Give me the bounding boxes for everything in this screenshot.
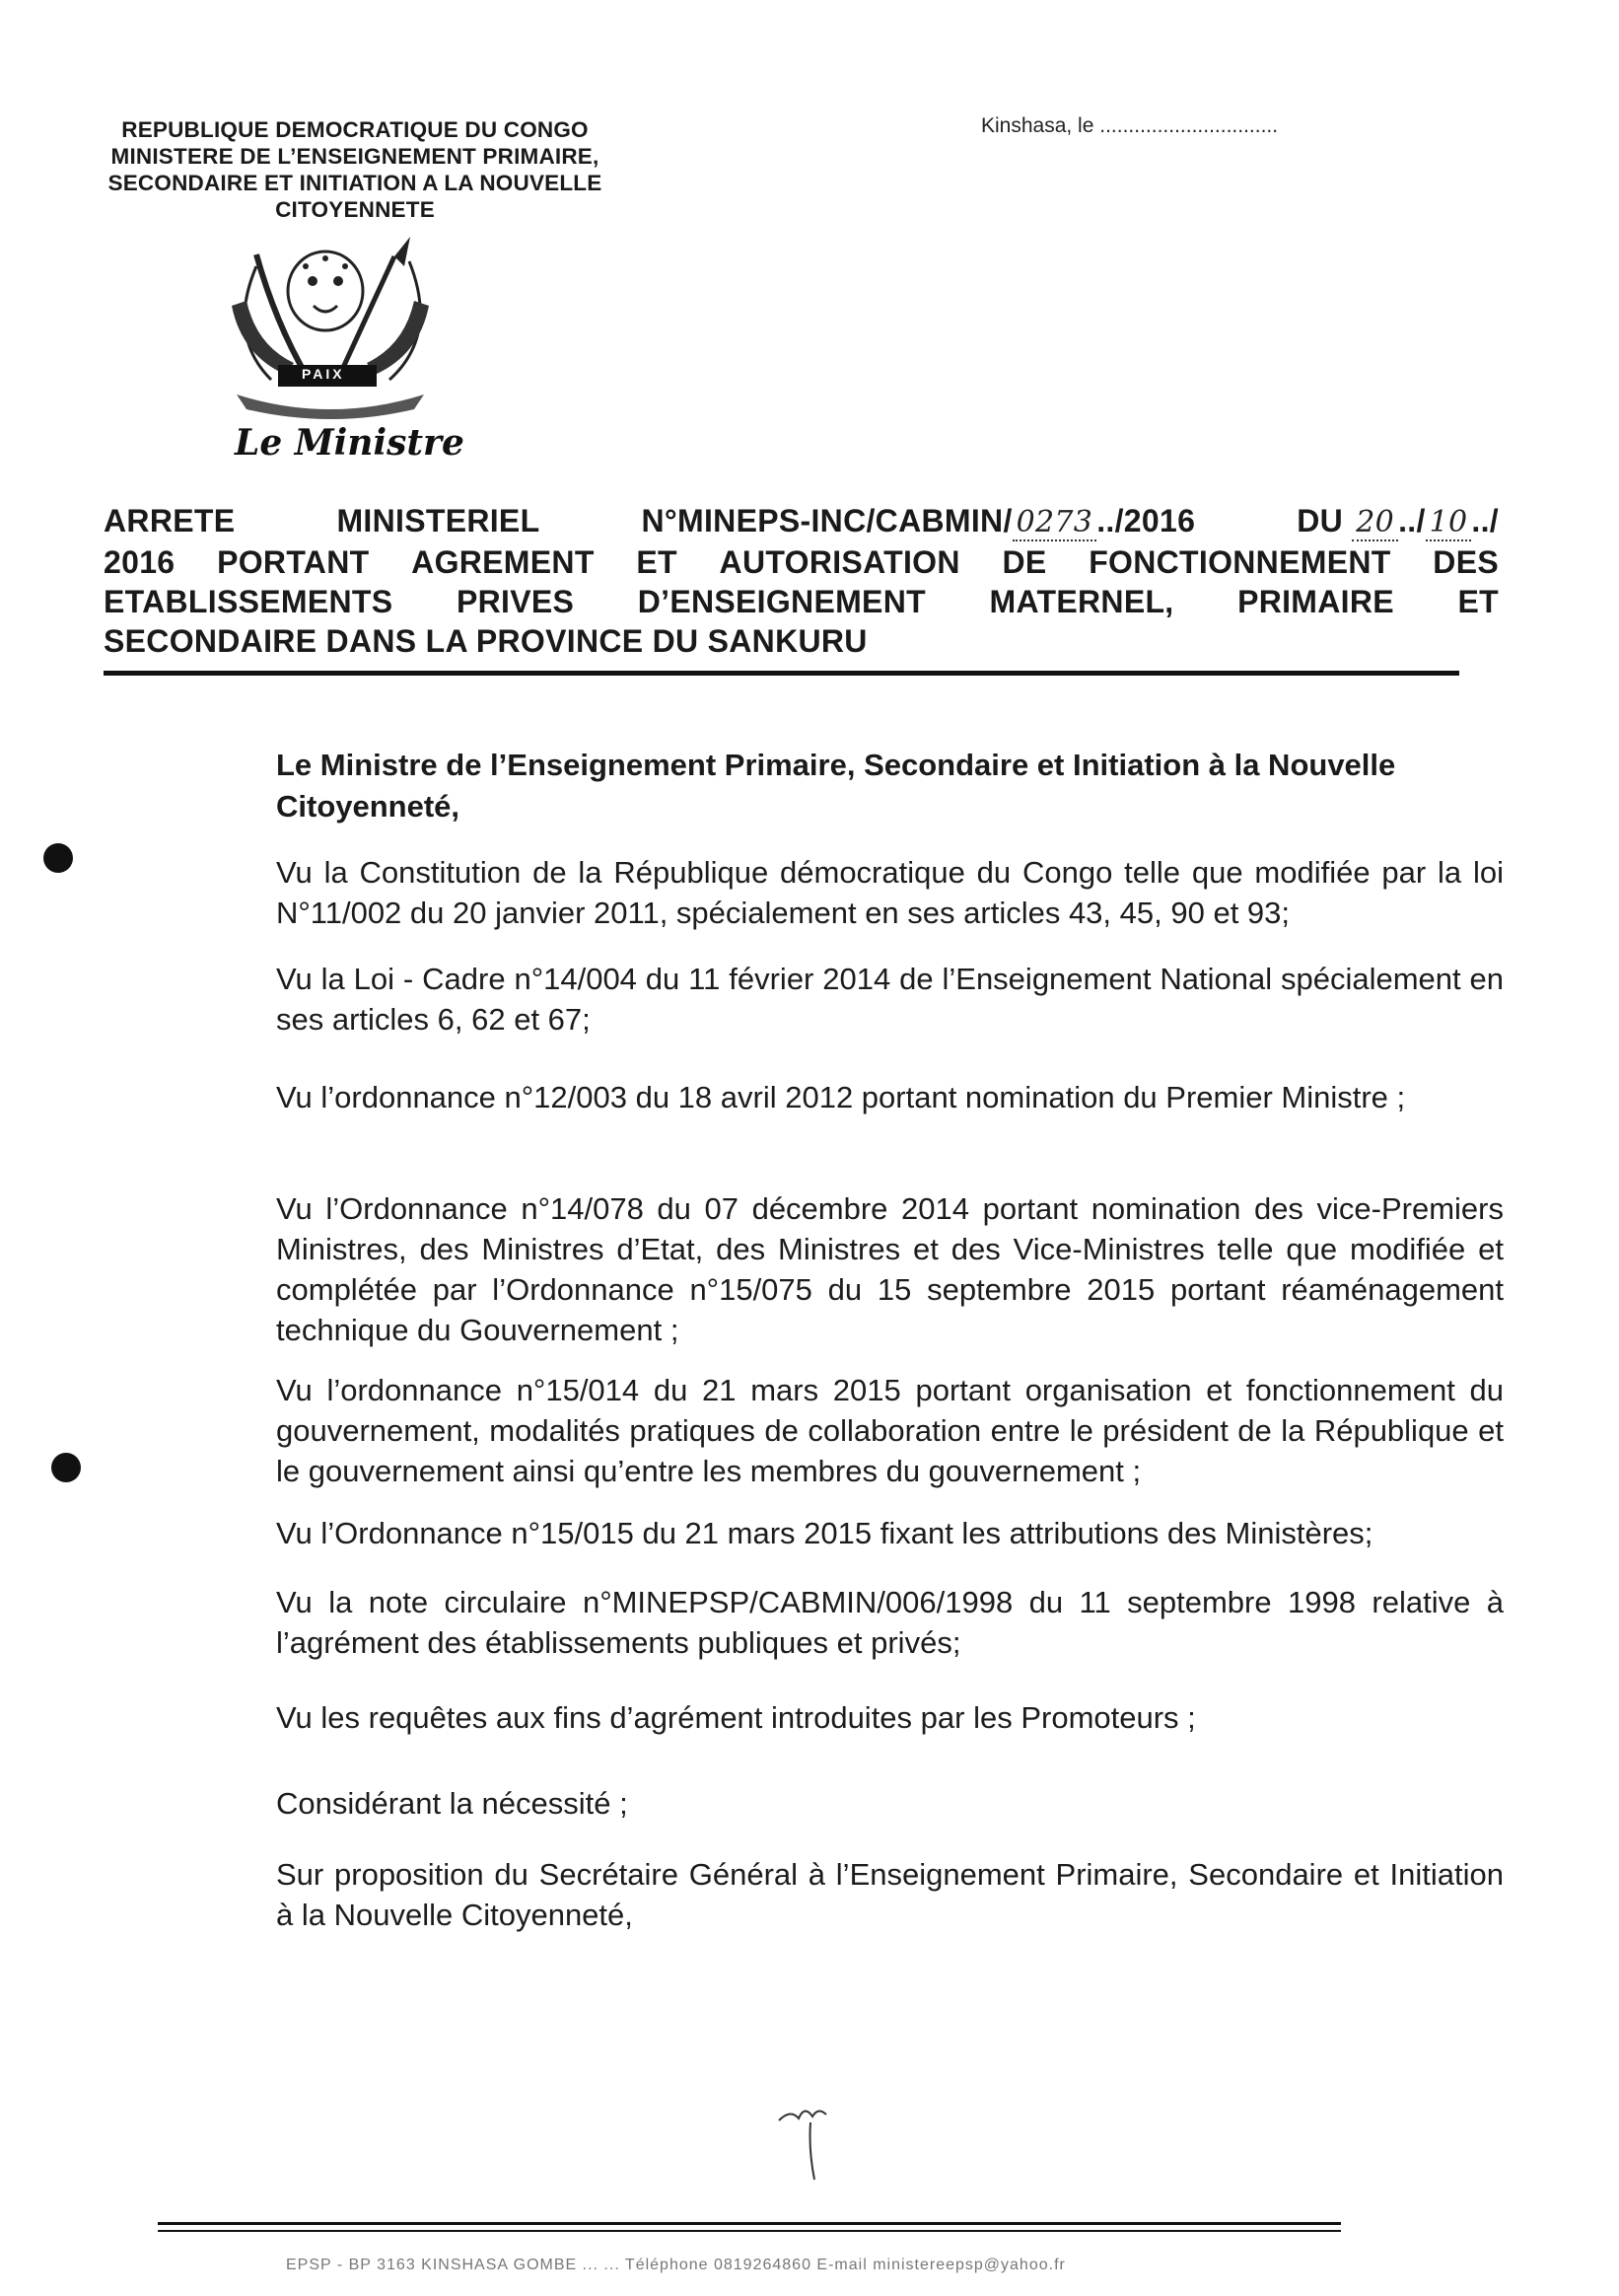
footer-address: EPSP - BP 3163 KINSHASA GOMBE ... ... Téléphone 0819264860 E-mail ministereepsp@yahoo.fr (286, 2257, 1066, 2273)
decree-word: ETABLISSEMENTS (104, 584, 393, 619)
paragraph-considerant: Considérant la nécessité ; (276, 1786, 628, 1821)
seal-motto: PAIX (302, 366, 345, 382)
letterhead-line-2: MINISTERE DE L’ENSEIGNEMENT PRIMAIRE, (110, 144, 599, 169)
paragraph-note-circulaire: Vu la note circulaire n°MINEPSP/CABMIN/006/1998 du 11 septembre 1998 relative à l’agrément des établissements publiques et privés; (276, 1585, 1504, 1660)
decree-title-line-3 (104, 582, 1499, 621)
paragraph-constitution: Vu la Constitution de la République démocratique du Congo telle que modifiée par la loi N°11/002 du 20 janvier 2011, spécialement en ses articles 43, 45, 90 et 93; (276, 855, 1504, 930)
decree-word: DE (1002, 544, 1047, 580)
decree-word: AUTORISATION (719, 544, 960, 580)
coat-of-arms-emblem (217, 237, 444, 424)
punch-hole-mark (51, 1453, 81, 1482)
paragraph-ordonnance-14-078: Vu l’Ordonnance n°14/078 du 07 décembre 2014 portant nomination des vice-Premiers Ministres, des Ministres d’Etat, des Ministres et des Vice-Ministres telle que modifiée et complétée par l’Ordonnance n°15/075 du 15 septembre 2015 portant réaménagement technique du Gouvernement ; (276, 1191, 1504, 1347)
decree-reference: N°MINEPS-INC/CABMIN/ 0273 ../2016 (641, 503, 1196, 539)
footer-rule (158, 2230, 1341, 2232)
decree-word: AGREMENT (411, 544, 595, 580)
decree-word: PRIVES (456, 584, 575, 619)
handwritten-day: 20 (1352, 505, 1398, 541)
decree-word: ARRETE (104, 503, 236, 538)
decree-word: DES (1433, 544, 1499, 580)
letterhead-line-4: CITOYENNETE (275, 197, 435, 222)
decree-word: ET (1457, 584, 1499, 619)
footer-rule (158, 2222, 1341, 2225)
decree-title-line-4: SECONDAIRE DANS LA PROVINCE DU SANKURU (104, 623, 868, 659)
paragraph-ordonnance-15-015: Vu l’Ordonnance n°15/015 du 21 mars 2015 fixant les attributions des Ministères; (276, 1516, 1373, 1550)
decree-word: FONCTIONNEMENT (1089, 544, 1391, 580)
title-underline (104, 671, 1459, 676)
letterhead-line-3: SECONDAIRE ET INITIATION A LA NOUVELLE (107, 171, 602, 195)
paragraph-ordonnance-12-003: Vu l’ordonnance n°12/003 du 18 avril 2012 portant nomination du Premier Ministre ; (276, 1080, 1406, 1114)
date-line: Kinshasa, le ............................... (981, 114, 1279, 137)
seal-caption: Le Ministre (235, 422, 464, 464)
paragraph-loi-cadre: Vu la Loi - Cadre n°14/004 du 11 février 2014 de l’Enseignement National spécialement en ses articles 6, 62 et 67; (276, 962, 1504, 1037)
paragraph-ordonnance-15-014: Vu l’ordonnance n°15/014 du 21 mars 2015 portant organisation et fonctionnement du gouvernement, modalités pratiques de collaboration entre le président de la République et le gouvernement ainsi qu’entre les membres du gouvernement ; (276, 1373, 1504, 1488)
decree-word: MINISTERIEL (336, 503, 540, 538)
decree-word: D’ENSEIGNEMENT (637, 584, 926, 619)
decree-date: DU 20 ../ 10 ../ (1297, 503, 1499, 539)
letterhead (59, 116, 651, 223)
decree-word: ET (636, 544, 677, 580)
decree-word: MATERNEL, (989, 584, 1174, 619)
handwritten-month: 10 (1426, 505, 1472, 541)
decree-word: PORTANT (217, 544, 370, 580)
punch-hole-mark (43, 843, 73, 873)
paragraph-requetes: Vu les requêtes aux fins d’agrément introduites par les Promoteurs ; (276, 1700, 1196, 1735)
decree-title-line-1 (104, 501, 1499, 542)
decree-title (104, 501, 1499, 661)
handwritten-initials (769, 2101, 848, 2199)
minister-heading: Le Ministre de l’Enseignement Primaire, Secondaire et Initiation à la Nouvelle Citoyenneté, (276, 748, 1396, 824)
handwritten-number: 0273 (1013, 505, 1097, 541)
decree-word: 2016 (104, 544, 176, 580)
paragraph-proposition: Sur proposition du Secrétaire Général à l’Enseignement Primaire, Secondaire et Initiation à la Nouvelle Citoyenneté, (276, 1857, 1504, 1932)
letterhead-line-1: REPUBLIQUE DEMOCRATIQUE DU CONGO (121, 117, 589, 142)
decree-title-line-2 (104, 542, 1499, 582)
decree-word: PRIMAIRE (1237, 584, 1394, 619)
